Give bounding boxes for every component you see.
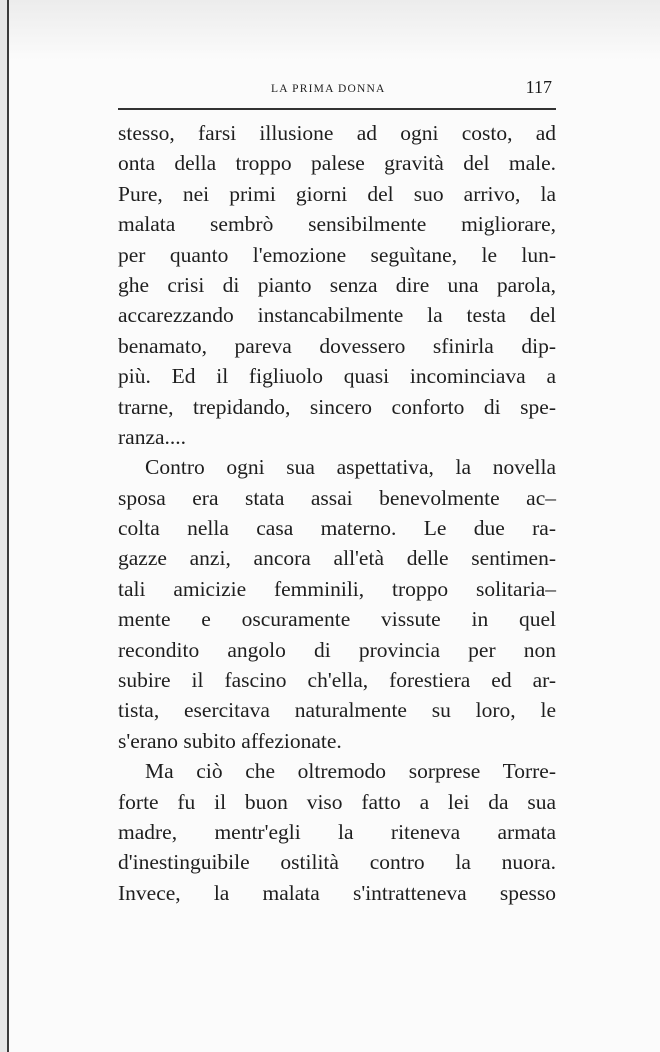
- text-line: tali amicizie femminili, troppo solitaria–: [118, 576, 556, 601]
- text-line: Ma ciò che oltremodo sorprese Torre-: [145, 759, 556, 784]
- text-line: s'erano subito affezionate.: [118, 728, 342, 753]
- page-number: 117: [525, 77, 552, 97]
- text-line: onta della troppo palese gravità del male.: [118, 151, 556, 176]
- text-line: sposa era stata assai benevolmente ac–: [118, 485, 556, 510]
- page-edge-line: [7, 0, 9, 1052]
- text-line: stesso, farsi illusione ad ogni costo, ad: [118, 121, 556, 145]
- text-line: più. Ed il figliuolo quasi incominciava a: [118, 364, 556, 389]
- text-line: accarezzando instancabilmente la testa del: [118, 303, 556, 328]
- running-head: [118, 77, 556, 107]
- text-line: gazze anzi, ancora all'età delle sentimen-: [118, 546, 556, 571]
- text-line: benamato, pareva dovessero sfinirla dip-: [118, 333, 556, 358]
- scan-shadow: [9, 0, 660, 60]
- body-text: [118, 118, 556, 908]
- paragraph-2: [118, 452, 556, 756]
- text-line: per quanto l'emozione seguìtane, le lun-: [118, 242, 556, 267]
- text-line: recondito angolo di provincia per non: [118, 637, 556, 662]
- header-rule: [118, 108, 556, 110]
- text-line: Invece, la malata s'intratteneva spesso: [118, 880, 556, 905]
- text-line: trarne, trepidando, sincero conforto di spe-: [118, 394, 556, 419]
- text-line: subire il fascino ch'ella, forestiera ed ar-: [118, 668, 556, 693]
- paragraph-3: [118, 756, 556, 908]
- text-line: mente e oscuramente vissute in quel: [118, 607, 556, 632]
- running-title: LA PRIMA DONNA: [271, 83, 386, 95]
- text-line: tista, esercitava naturalmente su loro, le: [118, 698, 556, 723]
- text-line: d'inestinguibile ostilità contro la nuora.: [118, 850, 556, 875]
- text-line: colta nella casa materno. Le due ra-: [118, 516, 556, 541]
- paragraph-1: [118, 118, 556, 452]
- text-line: Pure, nei primi giorni del suo arrivo, la: [118, 181, 556, 206]
- text-line: madre, mentr'egli la riteneva armata: [118, 819, 556, 844]
- book-gutter: [0, 0, 7, 1052]
- text-line: forte fu il buon viso fatto a lei da sua: [118, 789, 556, 814]
- text-line: ranza....: [118, 424, 187, 449]
- text-line: Contro ogni sua aspettativa, la novella: [145, 455, 556, 480]
- text-line: ghe crisi di pianto senza dire una parola,: [118, 272, 556, 297]
- text-line: malata sembrò sensibilmente migliorare,: [118, 212, 556, 237]
